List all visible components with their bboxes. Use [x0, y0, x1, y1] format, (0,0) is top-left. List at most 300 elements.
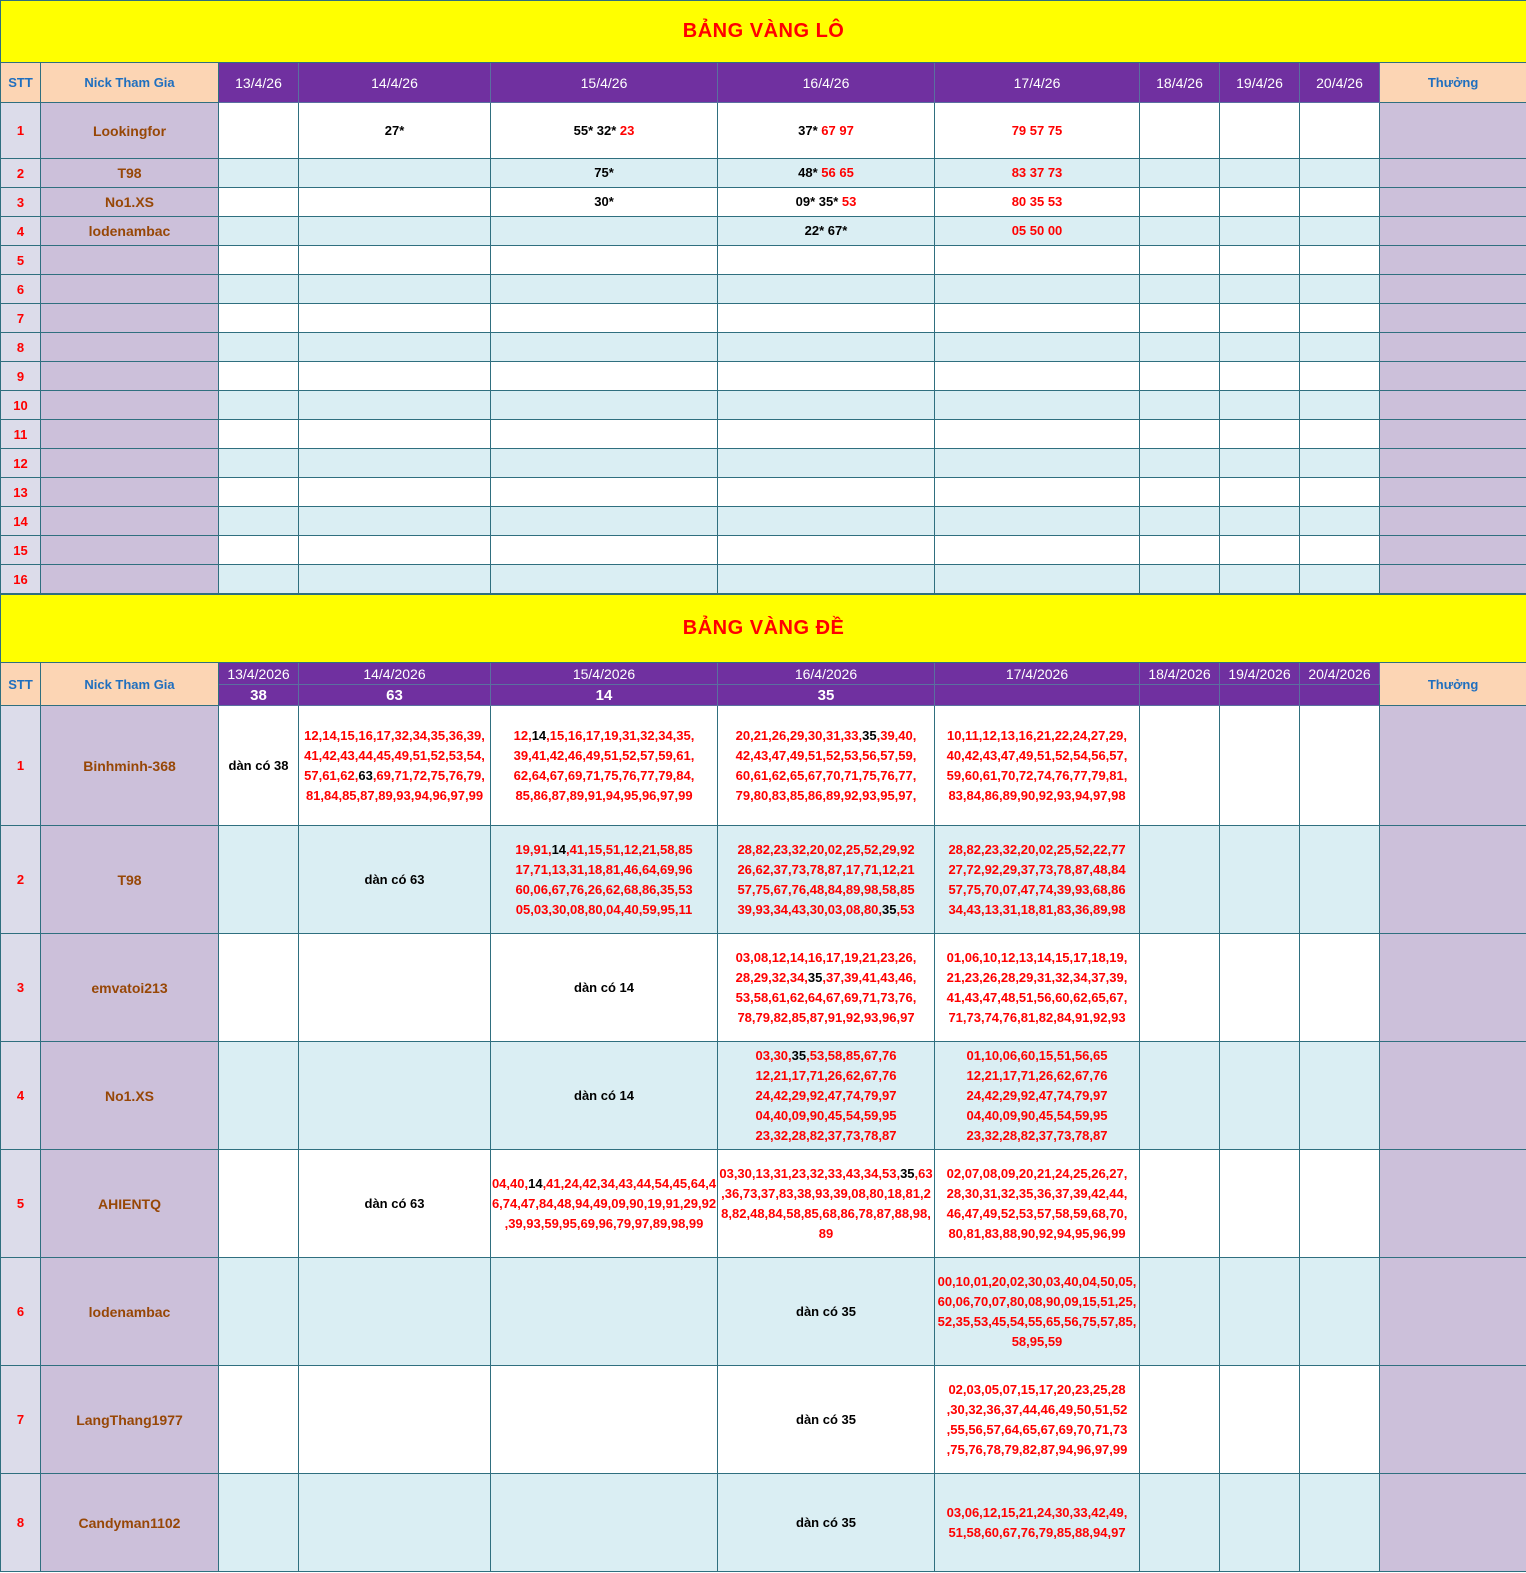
de-header-date: 17/4/2026 [935, 663, 1140, 685]
row-stt: 15 [1, 536, 41, 565]
number-text: 24,42,29,92,47,74,79,97 [966, 1087, 1108, 1103]
table-row [1, 217, 1526, 246]
number-text: 01,06,10,12,13,14,15,17,18,19, [946, 949, 1128, 965]
number-text: 03,08,12,14,16,17,19,21,23,26, [735, 949, 917, 965]
row-cell [1140, 536, 1220, 565]
number-text: ,15,16,17,19,31,32,34,35, [546, 727, 695, 743]
number-text: 41,42,43,44,45,49,51,52,53,54, [304, 747, 485, 763]
row-thuong [1380, 333, 1526, 362]
lo-header-nick: Nick Tham Gia [41, 63, 219, 103]
row-stt: 1 [1, 706, 41, 826]
row-nick [41, 275, 219, 304]
row-cell [219, 449, 299, 478]
row-cell [1220, 1150, 1300, 1258]
number-text: 37* [798, 122, 822, 138]
row-cell [1140, 188, 1220, 217]
row-thuong [1380, 706, 1526, 826]
row-cell [935, 188, 1140, 217]
row-cell [219, 362, 299, 391]
de-result: 63 [299, 685, 491, 706]
table-row [1, 362, 1526, 391]
row-thuong [1380, 1150, 1526, 1258]
number-text: 23,32,28,82,37,73,78,87 [966, 1127, 1108, 1143]
row-thuong [1380, 275, 1526, 304]
de-header-row [1, 663, 1526, 685]
row-cell [1220, 449, 1300, 478]
row-cell [718, 275, 935, 304]
row-cell [718, 706, 935, 826]
number-text: 27,72,92,29,37,73,78,87,48,84 [948, 861, 1126, 877]
row-cell [1220, 478, 1300, 507]
row-cell [219, 103, 299, 159]
row-cell [219, 217, 299, 246]
number-text: 48* [798, 165, 822, 180]
row-cell [491, 826, 718, 934]
row-cell [491, 391, 718, 420]
row-cell [1140, 159, 1220, 188]
number-text: 67 97 [821, 122, 854, 138]
row-stt: 11 [1, 420, 41, 449]
row-cell [491, 706, 718, 826]
row-cell [299, 1258, 491, 1366]
table-row [1, 188, 1526, 217]
row-cell [718, 507, 935, 536]
number-text: ,53 [896, 901, 915, 917]
number-text: 57,75,70,07,47,74,39,93,68,86 [948, 881, 1126, 897]
row-cell [1300, 565, 1380, 594]
row-thuong [1380, 934, 1526, 1042]
row-nick [41, 333, 219, 362]
lo-table [0, 0, 1526, 594]
row-cell [935, 1474, 1140, 1572]
row-cell [491, 420, 718, 449]
number-text: 39,41,42,46,49,51,52,57,59,61, [513, 747, 695, 763]
row-cell [1220, 1258, 1300, 1366]
row-nick: lodenambac [41, 1258, 219, 1366]
row-cell [219, 304, 299, 333]
table-row [1, 304, 1526, 333]
number-text: 57,75,67,76,48,84,89,98,58,85 [737, 881, 915, 897]
number-text: 79 57 75 [1011, 122, 1063, 138]
de-header-date: 14/4/2026 [299, 663, 491, 685]
number-text: 27* [384, 122, 405, 138]
row-cell [1140, 1366, 1220, 1474]
number-text: 55* 32* [573, 122, 620, 138]
number-text: 80,81,83,88,90,92,94,95,96,99 [948, 1225, 1126, 1241]
row-cell [491, 449, 718, 478]
row-cell [718, 536, 935, 565]
row-stt: 4 [1, 217, 41, 246]
de-header-date: 13/4/2026 [219, 663, 299, 685]
row-cell [1220, 507, 1300, 536]
row-cell [1300, 188, 1380, 217]
number-text: ,53,58,85,67,76 [806, 1047, 897, 1063]
row-cell [935, 934, 1140, 1042]
de-header-stt: STT [1, 663, 41, 706]
row-thuong [1380, 103, 1526, 159]
row-nick [41, 565, 219, 594]
table-row [1, 1474, 1526, 1572]
de-header-date: 18/4/2026 [1140, 663, 1220, 685]
de-result-row [1, 685, 1526, 706]
number-text: 14 [531, 727, 547, 743]
row-stt: 5 [1, 1150, 41, 1258]
row-cell [1300, 706, 1380, 826]
number-text: 80 35 53 [1011, 194, 1063, 209]
row-cell [1220, 304, 1300, 333]
row-thuong [1380, 449, 1526, 478]
de-result [1300, 685, 1380, 706]
row-cell [1220, 420, 1300, 449]
row-cell [491, 1258, 718, 1366]
row-cell [299, 536, 491, 565]
number-text: 53,58,61,62,64,67,69,71,73,76, [735, 989, 917, 1005]
number-text: 14 [528, 1175, 543, 1191]
row-cell [718, 478, 935, 507]
row-cell [718, 103, 935, 159]
row-cell [935, 507, 1140, 536]
number-text: 51,58,60,67,76,79,85,88,94,97 [948, 1524, 1126, 1540]
row-cell [219, 536, 299, 565]
de-header-date: 16/4/2026 [718, 663, 935, 685]
number-text: 40,42,43,47,49,51,52,54,56,57, [946, 747, 1128, 763]
row-cell [1220, 706, 1300, 826]
row-cell [1300, 1474, 1380, 1572]
row-cell [219, 1474, 299, 1572]
table-row [1, 159, 1526, 188]
number-text: 03,06,12,15,21,24,30,33,42,49, [946, 1504, 1128, 1520]
row-cell [1140, 103, 1220, 159]
number-text: 53 [841, 194, 857, 209]
row-cell [1140, 420, 1220, 449]
number-text: 01,10,06,60,15,51,56,65 [966, 1047, 1108, 1063]
row-cell [1220, 934, 1300, 1042]
row-nick: Binhminh-368 [41, 706, 219, 826]
number-text: ,69,71,72,75,76,79, [372, 767, 485, 783]
row-thuong [1380, 391, 1526, 420]
number-text: ,41,24,42,34,43,44,54,45,64,4 [542, 1175, 717, 1191]
number-text: 20,21,26,29,30,31,33, [735, 727, 863, 743]
number-text: dàn có 38 [228, 757, 289, 773]
row-cell [935, 304, 1140, 333]
number-text: 79,80,83,85,86,89,92,93,95,97, [735, 787, 917, 803]
lo-title: BẢNG VÀNG LÔ [1, 1, 1526, 63]
row-cell [219, 333, 299, 362]
row-cell [1300, 333, 1380, 362]
row-cell [1140, 304, 1220, 333]
number-text: ,39,40, [876, 727, 917, 743]
row-thuong [1380, 362, 1526, 391]
row-cell [935, 420, 1140, 449]
number-text: 14 [551, 841, 567, 857]
table-row [1, 391, 1526, 420]
row-cell [935, 565, 1140, 594]
row-thuong [1380, 246, 1526, 275]
row-stt: 4 [1, 1042, 41, 1150]
row-nick: emvatoi213 [41, 934, 219, 1042]
row-cell [935, 1258, 1140, 1366]
number-text: 19,91, [515, 841, 552, 857]
number-text: ,36,73,37,83,38,93,39,08,80,18,81,2 [721, 1185, 931, 1201]
row-thuong [1380, 1366, 1526, 1474]
number-text: 22* 67* [804, 223, 848, 238]
row-nick: T98 [41, 826, 219, 934]
number-text: ,37,39,41,43,46, [822, 969, 917, 985]
row-cell [299, 420, 491, 449]
number-text: 6,74,47,84,48,94,49,09,90,19,91,29,92 [491, 1195, 717, 1211]
row-thuong [1380, 1474, 1526, 1572]
row-cell [219, 507, 299, 536]
number-text: 21,23,26,28,29,31,32,34,37,39, [946, 969, 1128, 985]
row-cell [491, 1366, 718, 1474]
row-stt: 6 [1, 1258, 41, 1366]
row-cell [299, 275, 491, 304]
number-text: 58,95,59 [1011, 1333, 1063, 1349]
number-text: 35 [900, 1165, 915, 1181]
row-cell [299, 934, 491, 1042]
row-cell [1300, 536, 1380, 565]
row-nick: No1.XS [41, 1042, 219, 1150]
row-nick: Candyman1102 [41, 1474, 219, 1572]
row-nick: AHIENTQ [41, 1150, 219, 1258]
number-text: 23,32,28,82,37,73,78,87 [755, 1127, 897, 1143]
table-row [1, 275, 1526, 304]
row-stt: 12 [1, 449, 41, 478]
row-cell [1140, 275, 1220, 304]
de-result: 14 [491, 685, 718, 706]
number-text: 52,35,53,45,54,55,65,56,75,57,85, [937, 1313, 1137, 1329]
row-cell [1300, 934, 1380, 1042]
row-nick [41, 507, 219, 536]
table-row [1, 449, 1526, 478]
row-cell [1300, 826, 1380, 934]
row-cell [219, 1042, 299, 1150]
row-cell [491, 536, 718, 565]
number-text: 83 37 73 [1011, 165, 1063, 180]
number-text: 89 [818, 1225, 834, 1241]
number-text: ,63 [914, 1165, 933, 1181]
row-cell [1140, 1042, 1220, 1150]
number-text: 81,84,85,87,89,93,94,96,97,99 [305, 787, 484, 803]
row-nick: lodenambac [41, 217, 219, 246]
number-text: 28,29,32,34, [735, 969, 808, 985]
row-cell [718, 188, 935, 217]
row-cell [718, 1258, 935, 1366]
table-row [1, 565, 1526, 594]
row-nick [41, 304, 219, 333]
row-cell [299, 103, 491, 159]
row-nick [41, 536, 219, 565]
row-stt: 13 [1, 478, 41, 507]
row-cell [1140, 362, 1220, 391]
number-text: 42,43,47,49,51,52,53,56,57,59, [735, 747, 917, 763]
row-cell [299, 188, 491, 217]
row-cell [935, 275, 1140, 304]
row-cell [299, 706, 491, 826]
row-cell [219, 565, 299, 594]
row-thuong [1380, 159, 1526, 188]
row-cell [718, 1042, 935, 1150]
number-text: 41,43,47,48,51,56,60,62,65,67, [946, 989, 1128, 1005]
row-nick: LangThang1977 [41, 1366, 219, 1474]
number-text: 63 [358, 767, 373, 783]
row-cell [1300, 1366, 1380, 1474]
row-cell [299, 1042, 491, 1150]
row-thuong [1380, 1042, 1526, 1150]
number-text: ,55,56,57,64,65,67,69,70,71,73 [946, 1421, 1128, 1437]
number-text: 35 [807, 969, 823, 985]
number-text: ,39,93,59,95,69,96,79,97,89,98,99 [504, 1215, 704, 1231]
row-stt: 1 [1, 103, 41, 159]
row-cell [1300, 391, 1380, 420]
lo-header-date: 13/4/26 [219, 63, 299, 103]
row-cell [718, 362, 935, 391]
number-text: 04,40,09,90,45,54,59,95 [966, 1107, 1108, 1123]
row-cell [935, 478, 1140, 507]
row-cell [299, 1366, 491, 1474]
de-title: BẢNG VÀNG ĐỀ [1, 595, 1526, 663]
row-cell [1140, 217, 1220, 246]
number-text: dàn có 14 [574, 1087, 634, 1103]
row-cell [1300, 1258, 1380, 1366]
row-cell [491, 275, 718, 304]
row-cell [935, 536, 1140, 565]
table-row [1, 1150, 1526, 1258]
row-cell [935, 1042, 1140, 1150]
row-stt: 14 [1, 507, 41, 536]
row-cell [1300, 275, 1380, 304]
row-thuong [1380, 217, 1526, 246]
number-text: 12,14,15,16,17,32,34,35,36,39, [304, 727, 485, 743]
row-cell [935, 246, 1140, 275]
table-row [1, 826, 1526, 934]
number-text: 78,79,82,85,87,91,92,93,96,97 [737, 1009, 915, 1025]
number-text: 56 65 [821, 165, 854, 180]
row-cell [1220, 275, 1300, 304]
lo-header-date: 15/4/26 [491, 63, 718, 103]
row-cell [935, 333, 1140, 362]
row-cell [1140, 1150, 1220, 1258]
row-cell [718, 304, 935, 333]
row-cell [491, 246, 718, 275]
de-result [935, 685, 1140, 706]
row-cell [491, 1474, 718, 1572]
row-cell [1220, 391, 1300, 420]
row-cell [299, 1150, 491, 1258]
row-stt: 9 [1, 362, 41, 391]
de-table [0, 594, 1526, 1572]
row-cell [718, 420, 935, 449]
row-cell [299, 333, 491, 362]
number-text: 10,11,12,13,16,21,22,24,27,29, [946, 727, 1127, 743]
row-cell [1220, 565, 1300, 594]
lo-body [1, 103, 1526, 594]
row-stt: 7 [1, 304, 41, 333]
number-text: 35 [882, 901, 897, 917]
lo-header-date: 14/4/26 [299, 63, 491, 103]
row-cell [299, 304, 491, 333]
number-text: 23 [619, 122, 635, 138]
row-cell [299, 565, 491, 594]
de-header-date: 15/4/2026 [491, 663, 718, 685]
number-text: 57,61,62, [304, 767, 359, 783]
row-thuong [1380, 304, 1526, 333]
number-text: 35 [862, 727, 877, 743]
row-nick [41, 391, 219, 420]
de-body [1, 706, 1526, 1572]
row-cell [491, 478, 718, 507]
row-nick: T98 [41, 159, 219, 188]
row-cell [219, 1150, 299, 1258]
row-thuong [1380, 826, 1526, 934]
row-cell [1300, 449, 1380, 478]
row-cell [935, 1150, 1140, 1258]
row-nick [41, 362, 219, 391]
row-cell [935, 217, 1140, 246]
number-text: 02,03,05,07,15,17,20,23,25,28 [948, 1381, 1126, 1397]
number-text: 28,30,31,32,35,36,37,39,42,44, [946, 1185, 1128, 1201]
number-text: dàn có 35 [796, 1411, 856, 1427]
number-text: 05 50 00 [1011, 223, 1063, 238]
row-cell [1220, 1042, 1300, 1150]
de-result: 38 [219, 685, 299, 706]
table-row [1, 507, 1526, 536]
number-text: 35 [791, 1047, 807, 1063]
number-text: 03,30,13,31,23,32,33,43,34,53, [719, 1165, 901, 1181]
row-cell [1220, 159, 1300, 188]
row-cell [1300, 1150, 1380, 1258]
row-cell [219, 275, 299, 304]
row-cell [1140, 333, 1220, 362]
number-text: 62,64,67,69,71,75,76,77,79,84, [513, 767, 695, 783]
row-cell [1140, 826, 1220, 934]
row-cell [935, 103, 1140, 159]
row-cell [935, 706, 1140, 826]
number-text: 60,61,62,65,67,70,71,75,76,77, [735, 767, 917, 783]
number-text: 60,06,67,76,26,62,68,86,35,53 [515, 881, 693, 897]
row-cell [1140, 565, 1220, 594]
table-row [1, 1366, 1526, 1474]
row-cell [1300, 507, 1380, 536]
row-cell [1300, 304, 1380, 333]
row-cell [1140, 507, 1220, 536]
row-cell [299, 246, 491, 275]
table-row [1, 536, 1526, 565]
row-thuong [1380, 478, 1526, 507]
number-text: 28,82,23,32,20,02,25,52,22,77 [948, 841, 1126, 857]
table-row [1, 246, 1526, 275]
row-cell [1220, 333, 1300, 362]
row-cell [219, 706, 299, 826]
number-text: 00,10,01,20,02,30,03,40,04,50,05, [937, 1273, 1137, 1289]
row-cell [1140, 391, 1220, 420]
row-cell [718, 449, 935, 478]
table-row [1, 420, 1526, 449]
row-cell [1300, 362, 1380, 391]
number-text: 34,43,13,31,18,81,83,36,89,98 [948, 901, 1126, 917]
number-text: dàn có 35 [796, 1303, 856, 1319]
row-cell [1140, 478, 1220, 507]
de-header-date: 19/4/2026 [1220, 663, 1300, 685]
row-cell [219, 1258, 299, 1366]
row-cell [219, 159, 299, 188]
number-text: 71,73,74,76,81,82,84,91,92,93 [948, 1009, 1126, 1025]
row-cell [491, 565, 718, 594]
row-cell [491, 159, 718, 188]
table-row [1, 706, 1526, 826]
row-cell [299, 217, 491, 246]
row-cell [491, 103, 718, 159]
